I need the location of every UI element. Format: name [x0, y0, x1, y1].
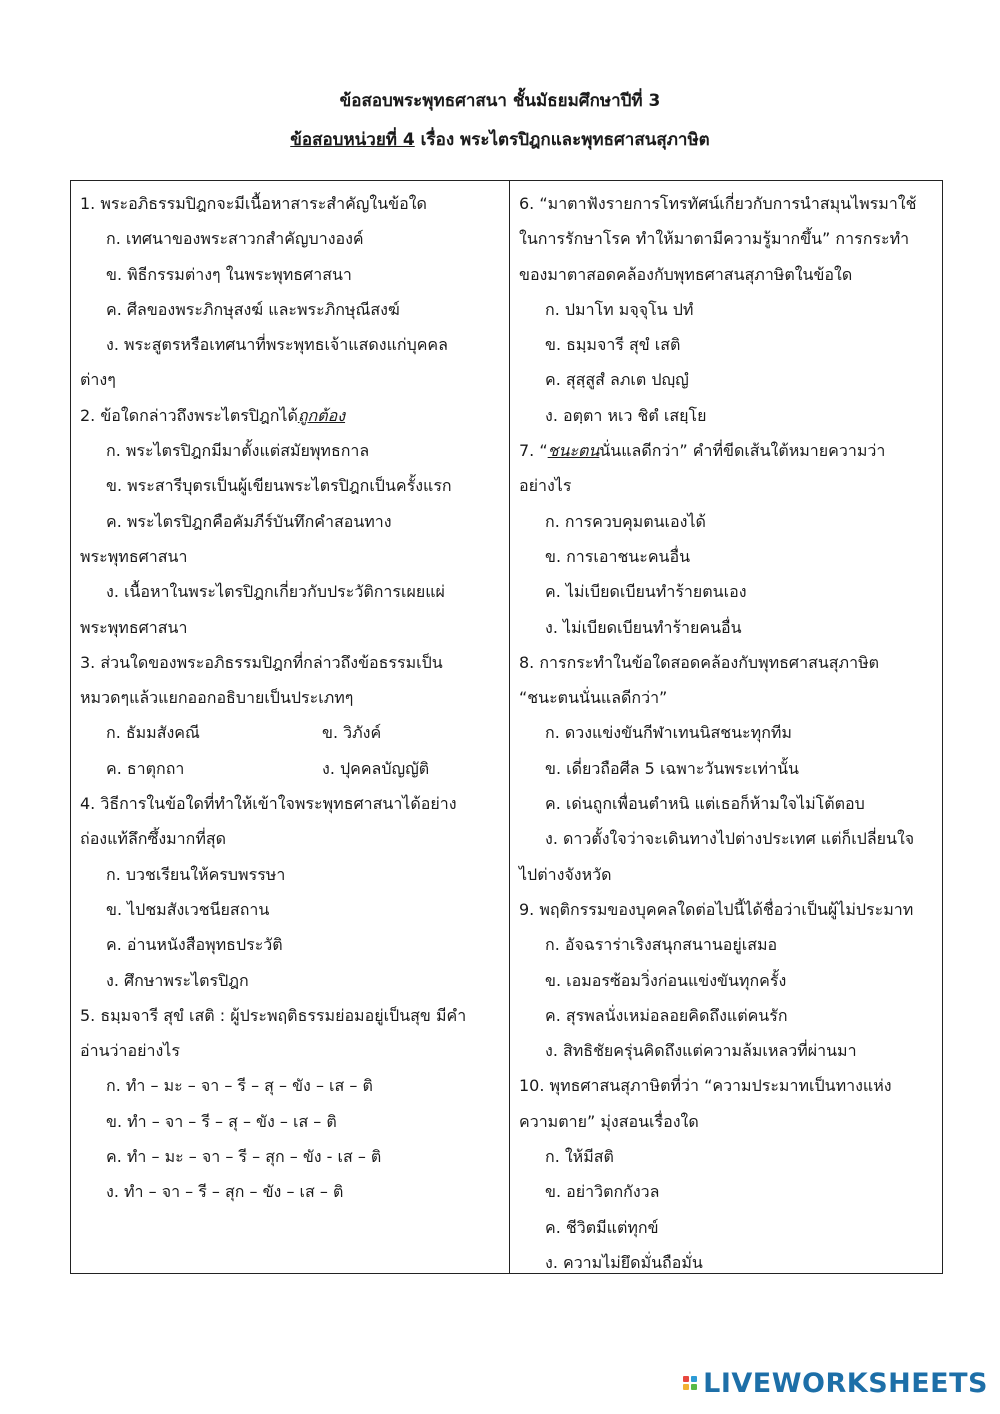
q9-option-a[interactable]: ก. อัจฉราร่าเริงสนุกสนานอยู่เสมอ — [545, 935, 778, 955]
column-divider — [509, 181, 510, 1273]
question-10: 10. พุทธศาสนสุภาษิตที่ว่า “ความประมาทเป็นทางแห่ง — [519, 1076, 892, 1096]
question-8: 8. การกระทำในข้อใดสอดคล้องกับพุทธศาสนสุภาษิต — [519, 652, 879, 672]
question-10-cont: ความตาย” มุ่งสอนเรื่องใด — [519, 1111, 699, 1131]
left-column — [80, 186, 498, 1210]
unit-label: ข้อสอบหน่วยที่ 4 — [290, 130, 415, 150]
q3-option-d[interactable]: ง. ปุคคลบัญญัติ — [322, 758, 430, 778]
worksheet-title: ข้อสอบพระพุทธศาสนา ชั้นมัธยมศึกษาปีที่ 3 — [339, 91, 661, 111]
q1-option-d[interactable]: ง. พระสูตรหรือเทศนาที่พระพุทธเจ้าแสดงแก่บุคคล — [106, 335, 448, 355]
q4-option-c[interactable]: ค. อ่านหนังสือพุทธประวัติ — [106, 935, 283, 955]
q5-option-c[interactable]: ค. ทำ – มะ – จา – รี – สุก – ขัง - เส – ติ — [106, 1147, 382, 1167]
q4-option-a[interactable]: ก. บวชเรียนให้ครบพรรษา — [106, 864, 286, 884]
liveworksheets-logo[interactable] — [683, 1368, 988, 1398]
question-5: 5. ธมฺมจารี สุขํ เสติ : ผู้ประพฤติธรรมย่อมอยู่เป็นสุข มีคำ — [80, 1005, 467, 1025]
q10-option-d[interactable]: ง. ความไม่ยึดมั่นถือมั่น — [545, 1252, 703, 1272]
q9-option-b[interactable]: ข. เอมอรซ้อมวิ่งก่อนแข่งขันทุกครั้ง — [545, 970, 787, 990]
q3-option-b[interactable]: ข. วิภังค์ — [322, 723, 382, 743]
q10-option-c[interactable]: ค. ชีวิตมีแต่ทุกข์ — [545, 1217, 659, 1237]
q8-option-b[interactable]: ข. เดี่ยวถือศีล 5 เฉพาะวันพระเท่านั้น — [545, 758, 799, 778]
q3-option-c[interactable]: ค. ธาตุกถา — [106, 758, 185, 778]
liveworksheets-logo-icon — [683, 1376, 697, 1390]
question-2-emphasis: ถูกต้อง — [297, 405, 346, 425]
q8-option-d-cont: ไปต่างจังหวัด — [519, 864, 612, 884]
question-6-cont-1: ในการรักษาโรค ทำให้มาตามีความรู้มากขึ้น” การกระทำ — [519, 229, 910, 249]
q5-option-b[interactable]: ข. ทำ – จา – รี – สุ – ขัง – เส – ติ — [106, 1111, 337, 1131]
q8-option-d[interactable]: ง. ดาวตั้งใจว่าจะเดินทางไปต่างประเทศ แต่ก็เปลี่ยนใจ — [545, 829, 915, 849]
q6-option-b[interactable]: ข. ธมฺมจารี สุขํ เสติ — [545, 335, 681, 355]
q2-option-d[interactable]: ง. เนื้อหาในพระไตรปิฎกเกี่ยวกับประวัติการเผยแผ่ — [106, 582, 445, 602]
question-4-cont: ถ่องแท้ลึกซึ้งมากที่สุด — [80, 829, 227, 849]
q9-option-c[interactable]: ค. สุรพลนั่งเหม่อลอยคิดถึงแต่คนรัก — [545, 1005, 788, 1025]
q1-option-b[interactable]: ข. พิธีกรรมต่างๆ ในพระพุทธศาสนา — [106, 264, 352, 284]
worksheet-subtitle — [0, 129, 1000, 151]
question-7-emphasis: ชนะตน — [547, 441, 600, 461]
q10-option-a[interactable]: ก. ให้มีสติ — [545, 1147, 614, 1167]
q6-option-c[interactable]: ค. สุสฺสูสํ ลภเต ปญฺญํ — [545, 370, 689, 390]
q1-option-a[interactable]: ก. เทศนาของพระสาวกสำคัญบางองค์ — [106, 229, 364, 249]
liveworksheets-brand-text: LIVEWORKSHEETS — [703, 1367, 988, 1399]
q5-option-a[interactable]: ก. ทำ – มะ – จา – รี – สุ – ขัง – เส – ติ — [106, 1076, 373, 1096]
question-8-cont: “ชนะตนนั่นแลดีกว่า” — [519, 688, 668, 708]
q1-option-d-cont: ต่างๆ — [80, 370, 116, 390]
question-7-rest: นั่นแลดีกว่า” คำที่ขีดเส้นใต้หมายความว่า — [599, 441, 886, 461]
q3-options-row-2 — [80, 751, 498, 786]
q7-option-b[interactable]: ข. การเอาชนะคนอื่น — [545, 546, 691, 566]
q7-option-d[interactable]: ง. ไม่เบียดเบียนทำร้ายคนอื่น — [545, 617, 742, 637]
q9-option-d[interactable]: ง. สิทธิชัยครุ่นคิดถึงแต่ความล้มเหลวที่ผ่านมา — [545, 1041, 857, 1061]
q6-option-a[interactable]: ก. ปมาโท มจฺจุโน ปทํ — [545, 299, 694, 319]
question-7-cont: อย่างไร — [519, 476, 572, 496]
q4-option-b[interactable]: ข. ไปชมสังเวชนียสถาน — [106, 899, 270, 919]
question-table — [70, 180, 943, 1274]
question-5-cont: อ่านว่าอย่างไร — [80, 1041, 180, 1061]
q3-options-row-1 — [80, 715, 498, 750]
q2-option-d-cont: พระพุทธศาสนา — [80, 617, 188, 637]
right-column — [519, 186, 937, 1280]
q3-option-a[interactable]: ก. ธัมมสังคณี — [106, 723, 200, 743]
question-3: 3. ส่วนใดของพระอภิธรรมปิฎกที่กล่าวถึงข้อธรรมเป็น — [80, 652, 443, 672]
q4-option-d[interactable]: ง. ศึกษาพระไตรปิฎก — [106, 970, 249, 990]
q10-option-b[interactable]: ข. อย่าวิตกกังวล — [545, 1182, 660, 1202]
q7-option-c[interactable]: ค. ไม่เบียดเบียนทำร้ายตนเอง — [545, 582, 747, 602]
unit-topic: เรื่อง พระไตรปิฎกและพุทธศาสนสุภาษิต — [414, 130, 710, 150]
question-2-text: 2. ข้อใดกล่าวถึงพระไตรปิฎกได้ — [80, 405, 298, 425]
q2-option-a[interactable]: ก. พระไตรปิฎกมีมาตั้งแต่สมัยพุทธกาล — [106, 441, 370, 461]
q2-option-c[interactable]: ค. พระไตรปิฎกคือคัมภีร์บันทึกคำสอนทาง — [106, 511, 392, 531]
q6-option-d[interactable]: ง. อตฺตา หเว ชิตํ เสยฺโย — [545, 405, 707, 425]
question-7-open: 7. “ — [519, 441, 548, 461]
q1-option-c[interactable]: ค. ศีลของพระภิกษุสงฆ์ และพระภิกษุณีสงฆ์ — [106, 299, 400, 319]
question-1: 1. พระอภิธรรมปิฎกจะมีเนื้อหาสาระสำคัญในข้อใด — [80, 194, 427, 213]
question-4: 4. วิธีการในข้อใดที่ทำให้เข้าใจพระพุทธศาสนาได้อย่าง — [80, 794, 457, 814]
question-9: 9. พฤติกรรมของบุคคลใดต่อไปนี้ได้ชื่อว่าเป็นผู้ไม่ประมาท — [519, 899, 914, 919]
q2-option-b[interactable]: ข. พระสารีบุตรเป็นผู้เขียนพระไตรปิฎกเป็นครั้งแรก — [106, 476, 452, 496]
q2-option-c-cont: พระพุทธศาสนา — [80, 546, 188, 566]
q8-option-c[interactable]: ค. เด่นถูกเพื่อนตำหนิ แต่เธอก็ห้ามใจไม่โต้ตอบ — [545, 794, 865, 814]
question-3-cont: หมวดๆแล้วแยกออกอธิบายเป็นประเภทๆ — [80, 688, 354, 708]
q5-option-d[interactable]: ง. ทำ – จา – รี – สุก – ขัง – เส – ติ — [106, 1182, 344, 1202]
q7-option-a[interactable]: ก. การควบคุมตนเองได้ — [545, 511, 706, 531]
question-6: 6. “มาตาฟังรายการโทรทัศน์เกี่ยวกับการนำสมุนไพรมาใช้ — [519, 194, 917, 213]
question-6-cont-2: ของมาตาสอดคล้องกับพุทธศาสนสุภาษิตในข้อใด — [519, 264, 853, 284]
question-7 — [519, 433, 937, 468]
q8-option-a[interactable]: ก. ดวงแข่งขันกีฬาเทนนิสชนะทุกทีม — [545, 723, 792, 743]
question-2 — [80, 398, 498, 433]
